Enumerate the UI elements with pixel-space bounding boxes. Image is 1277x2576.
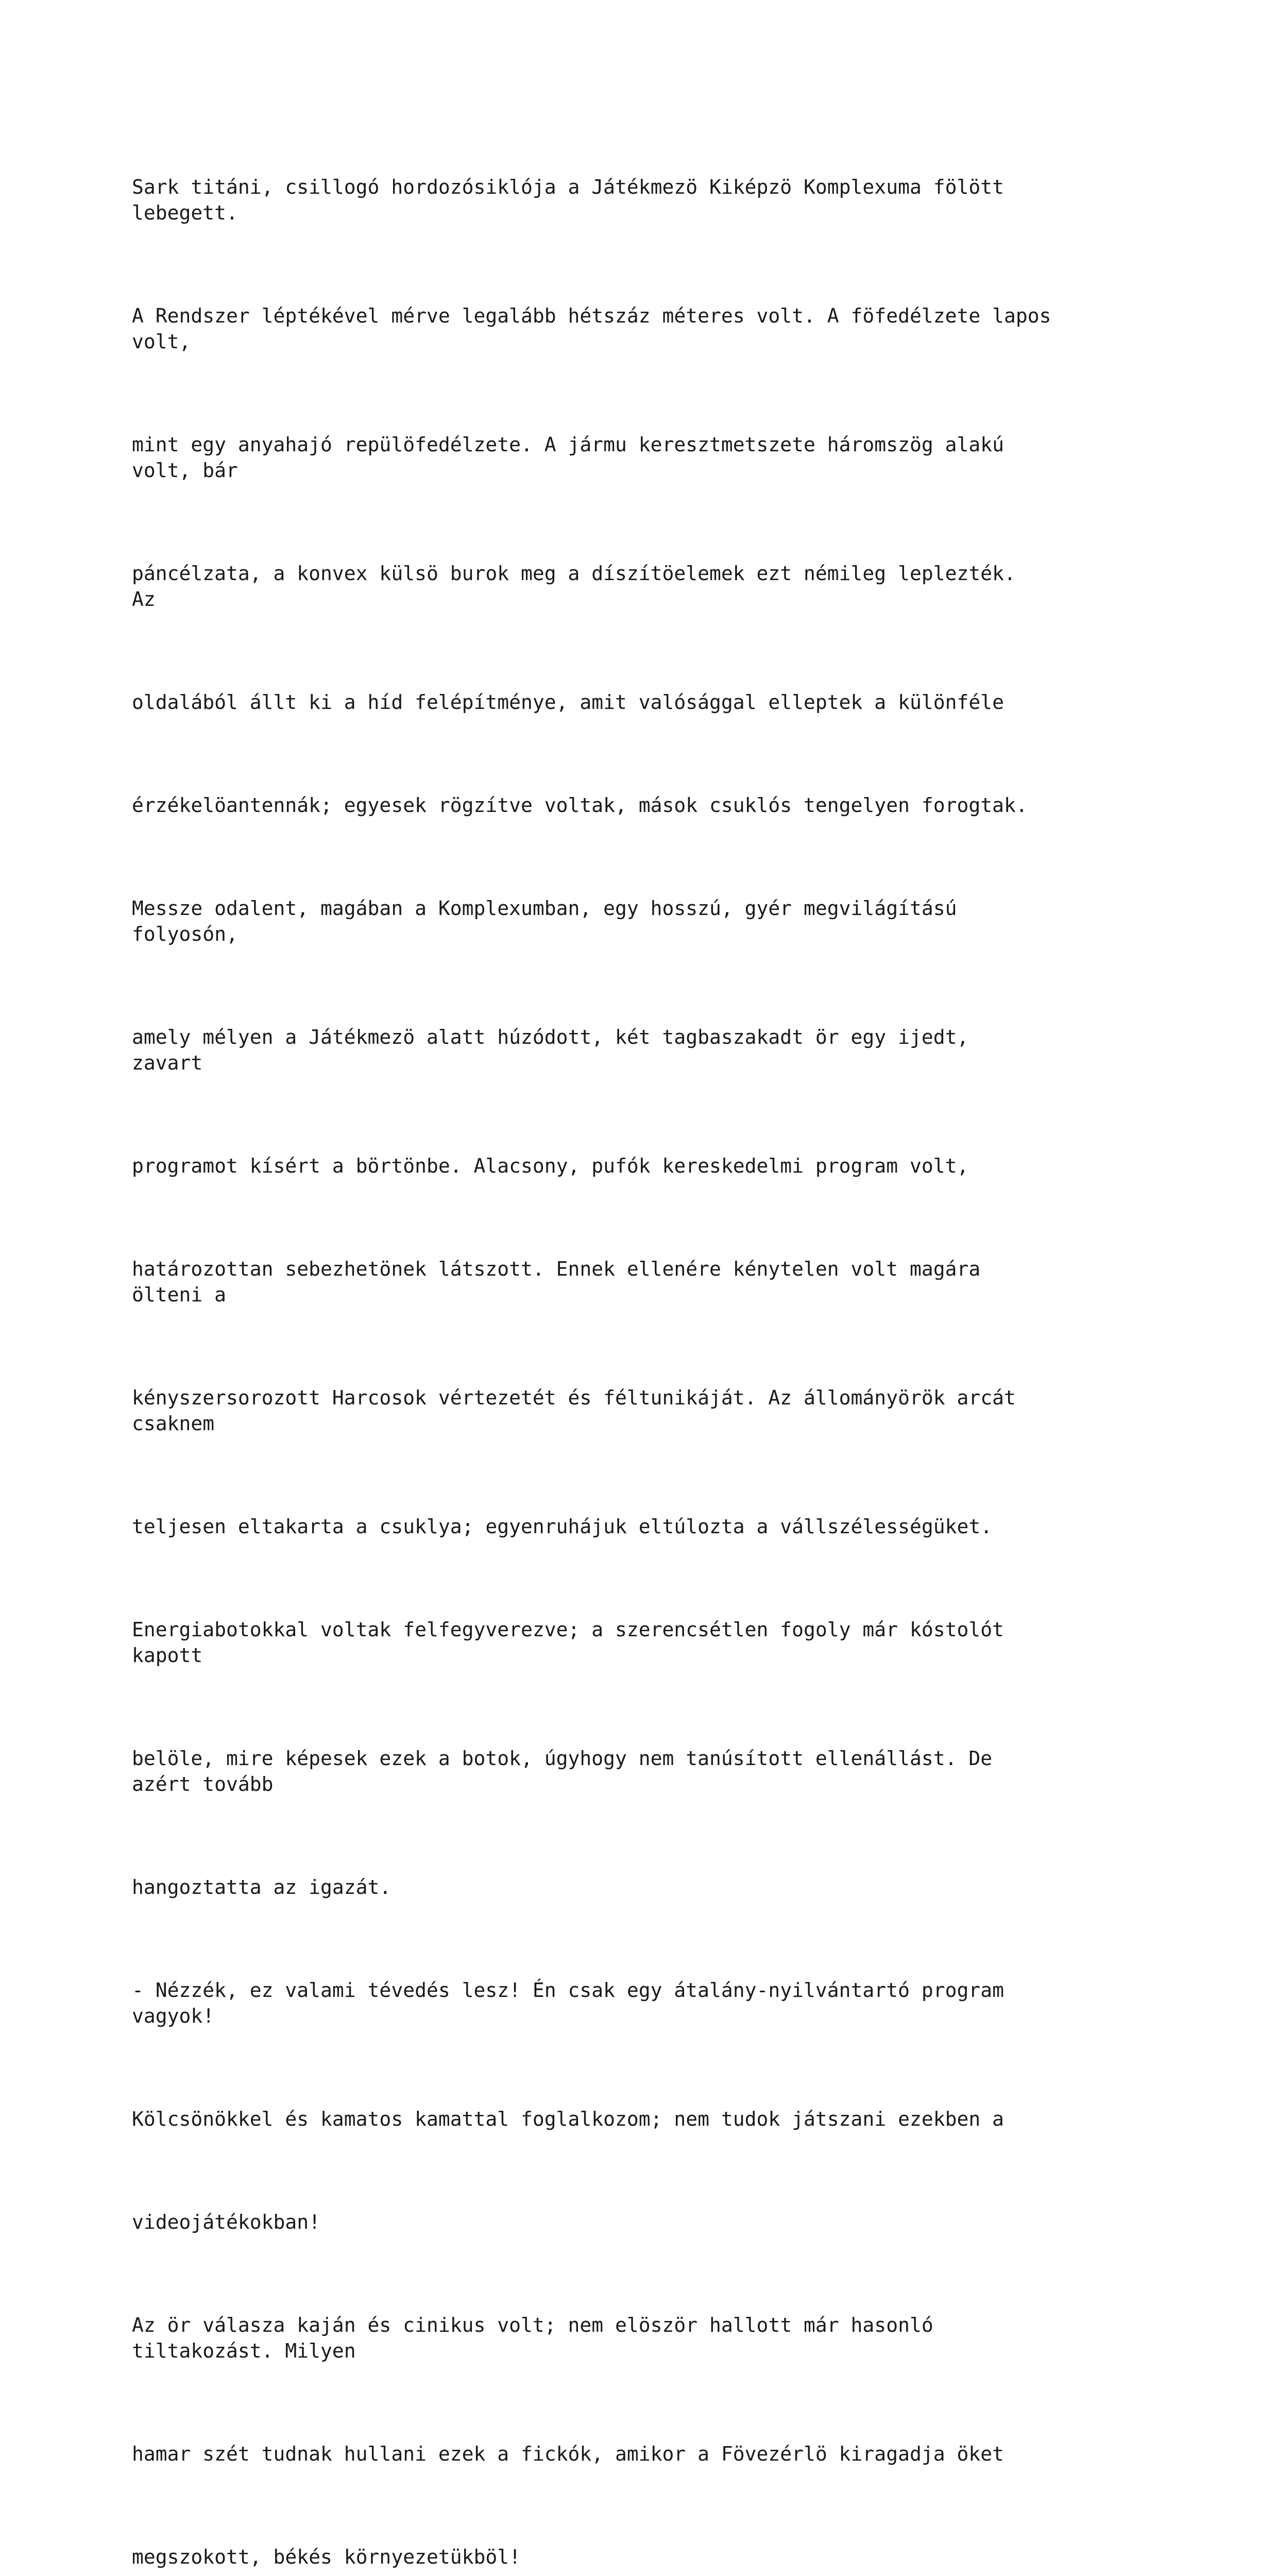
paragraph-6: érzékelöantennák; egyesek rögzítve voltak, mások csuklós tengelyen forogtak. (132, 794, 1028, 817)
paragraph-12: teljesen eltakarta a csuklya; egyenruhájuk eltúlozta a vállszélességüket. (132, 1515, 993, 1538)
paragraph-14: belöle, mire képesek ezek a botok, úgyhogy nem tanúsított ellenállást. De azért tovább (132, 1747, 993, 1795)
body-text (132, 123, 1162, 2576)
paragraph-15: hangoztatta az igazát. (132, 1876, 391, 1899)
paragraph-16: - Nézzék, ez valami tévedés lesz! Én csak egy átalány-nyilvántartó program vagyok! (132, 1979, 1004, 2027)
paragraph-18: videojátékokban! (132, 2211, 321, 2233)
paragraph-5: oldalából állt ki a híd felépítménye, amit valósággal elleptek a különféle (132, 691, 1004, 714)
paragraph-17: Kölcsönökkel és kamatos kamattal foglalkozom; nem tudok játszani ezekben a (132, 2108, 1004, 2130)
paragraph-4: páncélzata, a konvex külsö burok meg a díszítöelemek ezt némileg leplezték. Az (132, 562, 1016, 611)
paragraph-10: határozottan sebezhetönek látszott. Ennek ellenére kénytelen volt magára ölteni a (132, 1258, 981, 1306)
paragraph-2: A Rendszer léptékével mérve legalább hétszáz méteres volt. A föfedélzete lapos volt, (132, 304, 1051, 353)
paragraph-3: mint egy anyahajó repülöfedélzete. A jármu keresztmetszete háromszög alakú volt, bár (132, 433, 1004, 482)
paragraph-7: Messze odalent, magában a Komplexumban, egy hosszú, gyér megvilágítású folyosón, (132, 897, 957, 945)
paragraph-21: megszokott, békés környezetükböl! (132, 2546, 521, 2568)
paragraph-9: programot kísért a börtönbe. Alacsony, pufók kereskedelmi program volt, (132, 1155, 969, 1177)
paragraph-20: hamar szét tudnak hullani ezek a fickók, amikor a Fövezérlö kiragadja öket (132, 2443, 1004, 2465)
paragraph-11: kényszersorozott Harcosok vértezetét és féltunikáját. Az állományörök arcát csaknem (132, 1386, 1016, 1435)
paragraph-19: Az ör válasza kaján és cinikus volt; nem elöször hallott már hasonló tiltakozást. Milyen (132, 2314, 933, 2362)
paragraph-8: amely mélyen a Játékmezö alatt húzódott, két tagbaszakadt ör egy ijedt, zavart (132, 1026, 969, 1074)
paragraph-13: Energiabotokkal voltak felfegyverezve; a szerencsétlen fogoly már kóstolót kapott (132, 1618, 1004, 1667)
paragraph-1: Sark titáni, csillogó hordozósiklója a Játékmezö Kiképzö Komplexuma fölött lebegett. (132, 176, 1004, 224)
